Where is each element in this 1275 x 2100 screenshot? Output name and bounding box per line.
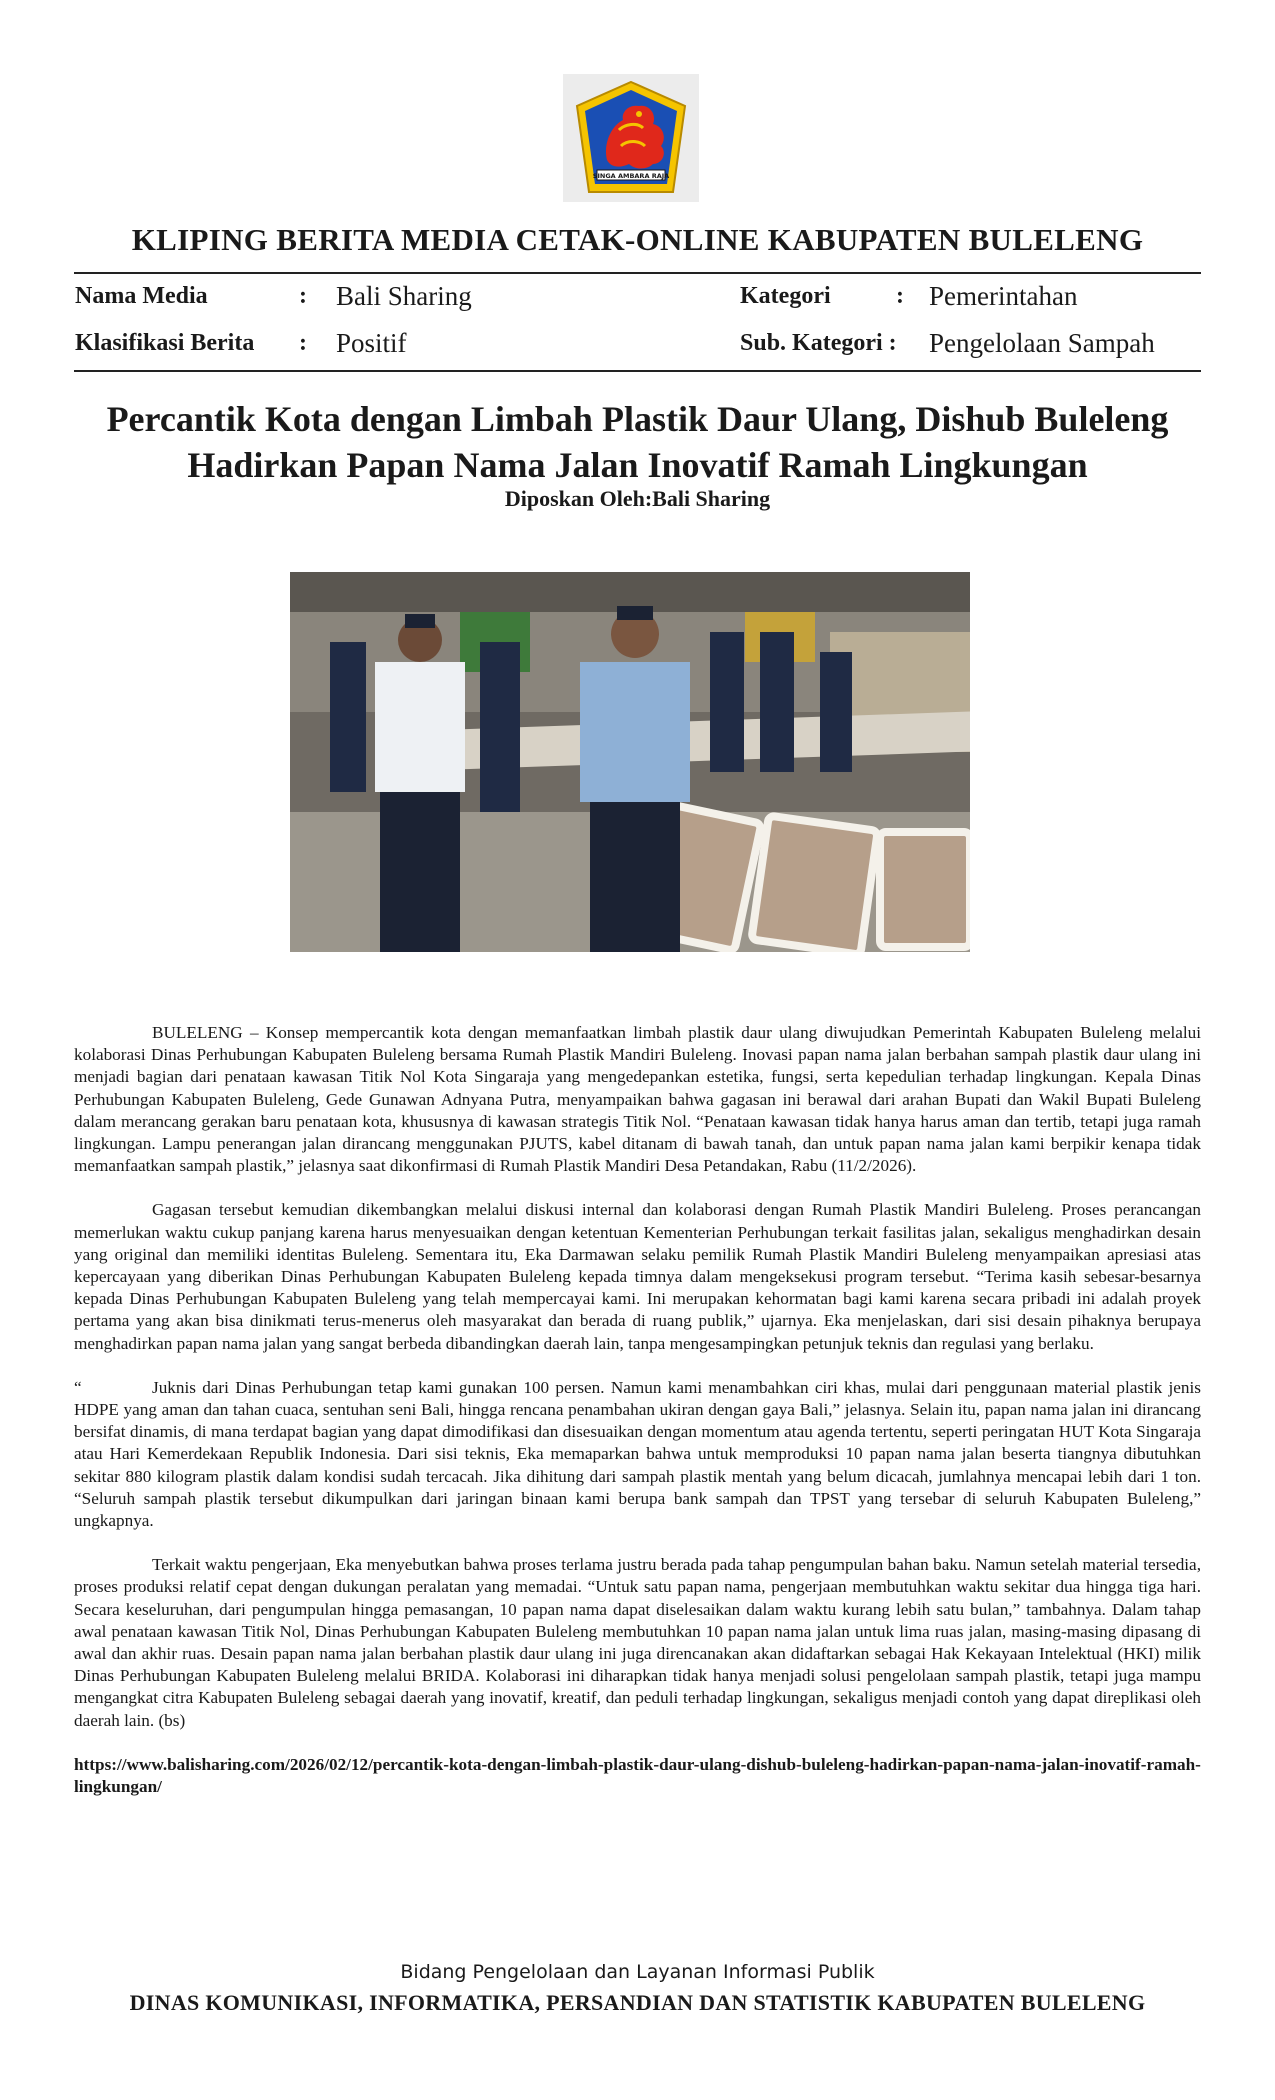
article-headline [74, 396, 1201, 488]
emblem-caption: SINGA AMBARA RAJA [592, 172, 670, 180]
footer-agency: DINAS KOMUNIKASI, INFORMATIKA, PERSANDIAN DAN STATISTIK KABUPATEN BULELENG [129, 1990, 1146, 2015]
article-byline: Diposkan Oleh:Bali Sharing [504, 486, 771, 511]
article-photo [290, 572, 970, 952]
paragraph-3 [74, 1377, 1201, 1532]
subcategory-value: Pengelolaan Sampah [929, 328, 1155, 358]
classification-colon: : [299, 330, 307, 356]
paragraph-4: Terkait waktu pengerjaan, Eka menyebutkan bahwa proses terlama justru berada pada tahap pengumpulan bahan baku. Namun setelah material tersedia, proses produksi relatif cepat dengan dukungan peralatan yang memadai. “Untuk satu papan nama, pengerjaan membutuhkan waktu sekitar dua hingga tiga hari. Secara keseluruhan, dari pengumpulan hingga pemasangan, 10 papan nama dapat diselesaikan dalam waktu kurang lebih satu bulan,” tambahnya. Dalam tahap awal penataan kawasan Titik Nol, Dinas Perhubungan Kabupaten Buleleng membutuhkan 10 papan nama jalan untuk lima ruas jalan, masing-masing dipasang di awal dan akhir ruas. Desain papan nama jalan berbahan plastik daur ulang ini juga direncanakan akan didaftarkan sebagai Hak Kekayaan Intelektual (HKI) milik Dinas Perhubungan Kabupaten Buleleng melalui BRIDA. Kolaborasi ini diharapkan tidak hanya menjadi solusi pengelolaan sampah plastik, tetapi juga mampu mengangkat citra Kabupaten Buleleng sebagai daerah yang inovatif, kreatif, dan peduli terhadap lingkungan, sekaligus menjadi contoh yang dapat direplikasi oleh daerah lain. (bs) [74, 1555, 1201, 1730]
paragraph-3-text: Juknis dari Dinas Perhubungan tetap kami gunakan 100 persen. Namun kami menambahkan ciri khas, mulai dari penggunaan material plastik jenis HDPE yang aman dan tahan cuaca, sentuhan seni Bali, hingga rencana penambahan ukiran dengan gaya Bali,” jelasnya. Selain itu, papan nama jalan ini dirancang bersifat dinamis, di mana terdapat bagian yang dapat dimodifikasi dan disesuaikan dengan momentum atau agenda tertentu, seperti peringatan HUT Kota Singaraja atau Hari Kemerdekaan Republik Indonesia. Dari sisi teknis, Eka memaparkan bahwa untuk memproduksi 10 papan nama jalan beserta tiangnya dibutuhkan sekitar 880 kilogram plastik dalam kondisi sudah tercacah. Jika dihitung dari sampah plastik mentah yang belum dicacah, jumlahnya mencapai lebih dari 1 ton. “Seluruh sampah plastik tersebut dikumpulkan dari jaringan binaan kami berupa bank sampah dan TPST yang tersebar di seluruh Kabupaten Buleleng,” ungkapnya. [74, 1377, 1201, 1531]
headline-line-2: Hadirkan Papan Nama Jalan Inovatif Ramah Lingkungan [187, 445, 1088, 485]
headline-line-1: Percantik Kota dengan Limbah Plastik Daur Ulang, Dishub Buleleng [106, 399, 1169, 439]
document-title: KLIPING BERITA MEDIA CETAK-ONLINE KABUPATEN BULELENG [131, 222, 1144, 257]
category-colon: : [896, 283, 904, 309]
category-label: Kategori [740, 283, 831, 309]
subcategory-label: Sub. Kategori : [740, 330, 897, 356]
category-value: Pemerintahan [929, 281, 1078, 311]
article-body [74, 1022, 1201, 1820]
footer-department: Bidang Pengelolaan dan Layanan Informasi Publik [400, 1961, 875, 1983]
media-colon: : [299, 283, 307, 309]
media-value: Bali Sharing [336, 281, 472, 311]
header-top-rule [74, 272, 1201, 274]
paragraph-2: Gagasan tersebut kemudian dikembangkan melalui diskusi internal dan kolaborasi dengan Rumah Plastik Mandiri Buleleng. Proses perancangan memerlukan waktu cukup panjang karena harus menyesuaikan dengan ketentuan Kementerian Perhubungan terkait fasilitas jalan, sekaligus menghadirkan desain yang original dan memiliki identitas Buleleng. Sementara itu, Eka Darmawan selaku pemilik Rumah Plastik Mandiri Buleleng menyampaikan apresiasi atas kepercayaan yang diberikan Dinas Perhubungan Kabupaten Buleleng kepada timnya dalam mengeksekusi program tersebut. “Terima kasih sebesar-besarnya kepada Dinas Perhubungan Kabupaten Buleleng yang telah mempercayai kami. Ini merupakan kehormatan bagi kami karena secara pribadi ini adalah proyek pertama yang akan bisa dinikmati terus-menerus oleh masyarakat dan berada di ruang publik,” ujarnya. Eka menjelaskan, dari sisi desain pihaknya berupaya menghadirkan papan nama jalan yang sangat berbeda dibandingkan daerah lain, tanpa mengesampingkan petunjuk teknis dan regulasi yang berlaku. [74, 1200, 1201, 1353]
classification-value: Positif [336, 328, 407, 358]
opening-quote-mark: “ [74, 1377, 82, 1397]
source-url-link[interactable]: https://www.balisharing.com/2026/02/12/percantik-kota-dengan-limbah-plastik-daur-ulang-dishub-buleleng-hadirkan-papan-nama-jalan-inovatif-ramah-lingkungan/ [74, 1754, 1201, 1797]
media-label: Nama Media [75, 283, 208, 309]
header-bottom-rule [74, 370, 1201, 372]
buleleng-emblem-logo [563, 74, 699, 202]
paragraph-1: BULELENG – Konsep mempercantik kota dengan memanfaatkan limbah plastik daur ulang diwujudkan Pemerintah Kabupaten Buleleng melalui kolaborasi Dinas Perhubungan Kabupaten Buleleng bersama Rumah Plastik Mandiri Buleleng. Inovasi papan nama jalan berbahan sampah plastik daur ulang ini menjadi bagian dari penataan kawasan Titik Nol Kota Singaraja yang mengedepankan estetika, fungsi, serta kepedulian terhadap lingkungan. Kepala Dinas Perhubungan Kabupaten Buleleng, Gede Gunawan Adnyana Putra, menyampaikan bahwa gagasan ini berawal dari arahan Bupati dan Wakil Bupati Buleleng dalam merancang gerakan baru penataan kota, khususnya di kawasan strategis Titik Nol. “Penataan kawasan tidak hanya harus aman dan tertib, tetapi juga ramah lingkungan. Lampu penerangan jalan dirancang menggunakan PJUTS, kabel ditanam di bawah tanah, dan untuk papan nama jalan kami berpikir kenapa tidak memanfaatkan sampah plastik,” jelasnya saat dikonfirmasi di Rumah Plastik Mandiri Desa Petandakan, Rabu (11/2/2026). [74, 1023, 1201, 1176]
classification-label: Klasifikasi Berita [75, 330, 255, 356]
